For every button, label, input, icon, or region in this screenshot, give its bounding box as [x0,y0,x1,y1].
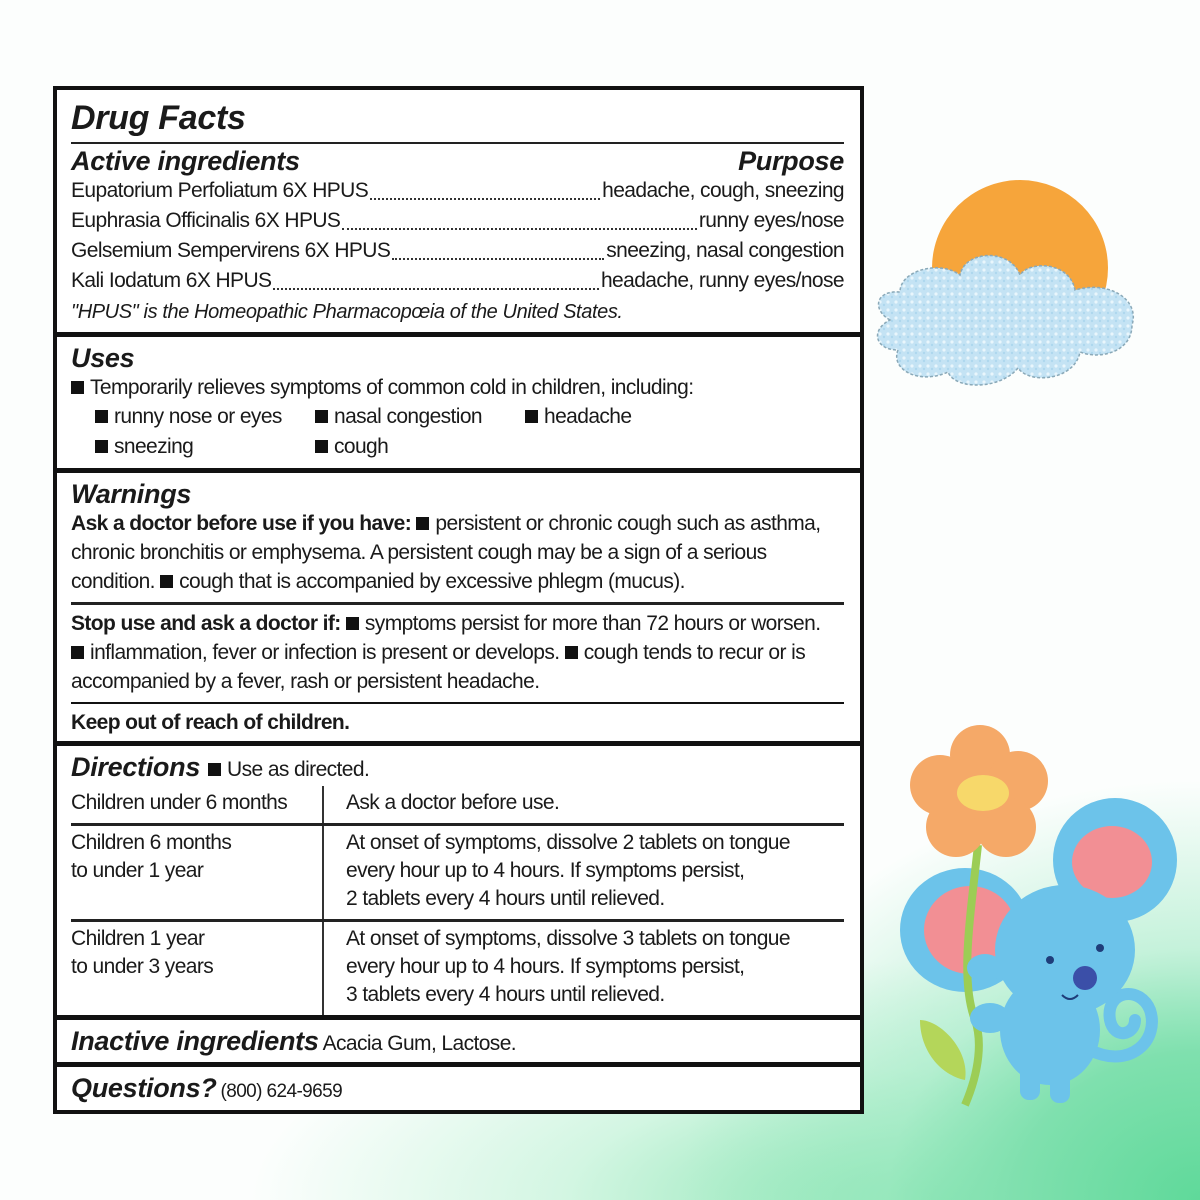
questions-section [57,1067,860,1109]
questions-heading: Questions? [71,1073,217,1103]
ingredient-name: Kali Iodatum 6X HPUS [71,269,272,292]
bullet-square-icon [315,410,328,423]
age-group: Children 1 year to under 3 years [71,921,323,1016]
ingredient-purpose: runny eyes/nose [698,209,844,232]
phone-number: (800) 624-9659 [220,1081,343,1102]
warnings-divider [71,702,844,704]
directions-heading: Directions [71,752,201,782]
ingredient-purpose: headache, cough, sneezing [602,179,844,202]
table-row [71,786,844,825]
age-group: Children 6 months to under 1 year [71,825,323,921]
hpus-note: "HPUS" is the Homeopathic Pharmacopœia of the United States. [71,301,623,323]
table-row [71,921,844,1016]
warnings-heading: Warnings [71,479,192,509]
inactive-ingredients-heading: Inactive ingredients [71,1026,319,1056]
bullet-square-icon [208,763,221,776]
dot-leader [273,288,599,290]
uses-item: cough [315,432,525,462]
mouse-with-flower-illustration [890,720,1180,1110]
ingredient-row [71,236,844,266]
bullet-square-icon [416,517,429,530]
warnings-section [57,473,860,741]
dot-leader [370,198,600,200]
drug-facts-title: Drug Facts [71,99,246,137]
directions-intro: Use as directed. [208,758,369,782]
ask-doctor-warning: Ask a doctor before use if you have: persistent or chronic cough such as asthma, chronic bronchitis or emphysema. A persistent cough may be a sign of a serious condition. cough that is accompanied by excessive phlegm (mucus). [71,512,821,593]
ingredient-row [71,176,844,206]
drug-facts-panel [53,86,864,1114]
directions-section [57,746,860,1015]
ingredient-name: Eupatorium Perfoliatum 6X HPUS [71,179,369,202]
bullet-square-icon [160,575,173,588]
dosage-instruction: At onset of symptoms, dissolve 3 tablets on tongue every hour up to 4 hours. If symptoms persist, 3 tablets every 4 hours until relieved. [323,921,844,1016]
flower-icon [910,725,1048,857]
uses-heading: Uses [71,343,135,373]
uses-section [57,337,860,468]
dot-leader [392,258,604,260]
table-row [71,825,844,921]
purpose-heading: Purpose [738,146,844,176]
bullet-square-icon [95,410,108,423]
ingredient-name: Euphrasia Officinalis 6X HPUS [71,209,341,232]
ingredient-row [71,266,844,296]
uses-list [71,402,844,462]
directions-header [71,752,844,782]
ingredient-name: Gelsemium Sempervirens 6X HPUS [71,239,391,262]
bullet-square-icon [71,646,84,659]
warnings-divider [71,602,844,605]
directions-table [71,786,844,1015]
bullet-square-icon [346,617,359,630]
active-ingredients-section [57,90,860,332]
ask-doctor-label: Ask a doctor before use if you have: [71,512,412,535]
keep-out-warning: Keep out of reach of children. [71,711,350,734]
uses-item: nasal congestion [315,402,525,432]
ingredient-purpose: headache, runny eyes/nose [600,269,844,292]
active-ingredients-heading: Active ingredients [71,146,300,176]
dosage-instruction: Ask a doctor before use. [346,791,560,814]
uses-item: headache [525,402,725,432]
ingredient-purpose: sneezing, nasal congestion [606,239,844,262]
bullet-square-icon [565,646,578,659]
active-ingredients-header [71,144,844,176]
stop-use-label: Stop use and ask a doctor if: [71,612,341,635]
bullet-square-icon [95,440,108,453]
bullet-square-icon [315,440,328,453]
bullet-square-icon [71,381,84,394]
stop-use-warning: Stop use and ask a doctor if: symptoms persist for more than 72 hours or worsen. inflammation, fever or infection is present or develops. cough tends to recur or is accompanied by a fever, rash or persistent headache. [71,612,821,693]
uses-intro: Temporarily relieves symptoms of common cold in children, including: [71,373,844,402]
inactive-ingredients-section [57,1020,860,1062]
dot-leader [342,228,697,230]
age-group: Children under 6 months [71,786,323,825]
ingredient-row [71,206,844,236]
uses-item: runny nose or eyes [95,402,315,432]
bullet-square-icon [525,410,538,423]
inactive-ingredients-value: Acacia Gum, Lactose. [322,1032,517,1055]
uses-item: sneezing [95,432,315,462]
dosage-instruction: At onset of symptoms, dissolve 2 tablets on tongue every hour up to 4 hours. If symptoms persist, 2 tablets every 4 hours until relieved. [323,825,844,921]
sun-cloud-icon [870,180,1140,395]
